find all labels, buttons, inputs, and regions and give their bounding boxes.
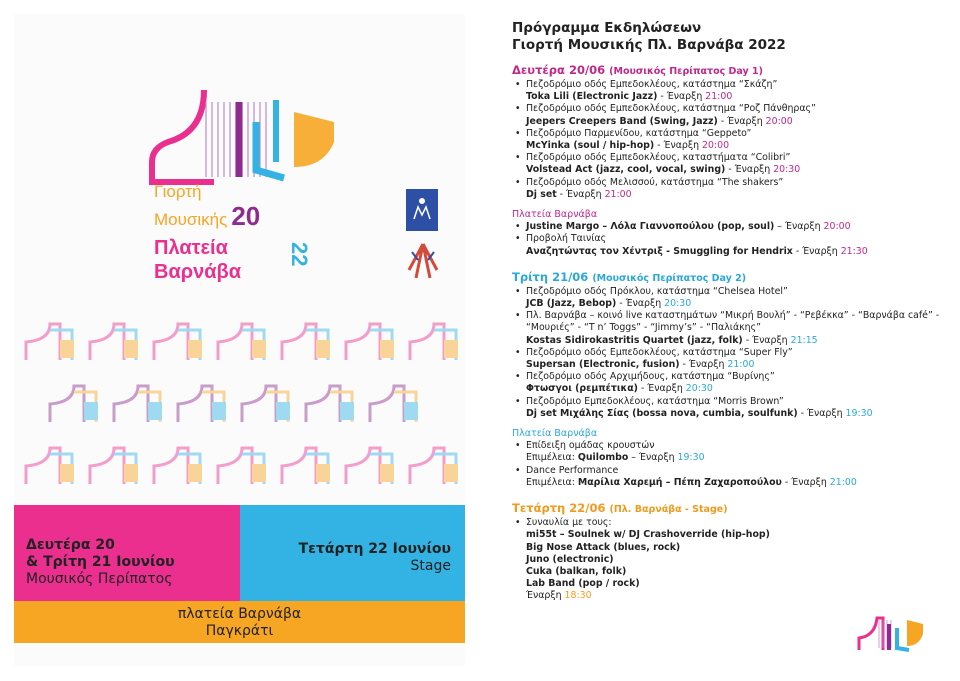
day2-square-heading: Πλατεία Βαρνάβα	[512, 428, 598, 440]
day1-sub: (Μουσικός Περίπατος Day 1)	[609, 66, 763, 77]
day3-sub: (Πλ. Βαρνάβα - Stage)	[609, 504, 728, 516]
emblem-figure-icon	[406, 189, 438, 231]
logo-line-2: Μουσικής	[154, 210, 228, 229]
day3-date: Τετάρτη 22/06	[512, 501, 606, 516]
list-item: • Πεζοδρόμιο οδός Πρόκλου, κατάστημα “Chelsea Hotel” JCB (Jazz, Bebop) - Έναρξη 20:30	[526, 286, 952, 310]
small-festival-logo	[855, 610, 925, 655]
list-item: • Πεζοδρόμιο οδός Εμπεδοκλέους, κατάστημα “Ροζ Πάνθηρας” Jeepers Creepers Band (Swing, Jazz) - Έναρξη 20:00	[526, 103, 952, 127]
logo-title	[154, 182, 354, 284]
logo-line-1: Γιορτή	[154, 182, 202, 201]
box-pink-line-3: Μουσικός Περίπατος	[26, 571, 173, 587]
day1-date: Δευτέρα 20/06	[512, 63, 606, 77]
day1-square-list	[512, 221, 952, 258]
list-item: • Πεζοδρόμιο οδός Αρχιμήδους, κατάστημα “Βυρίνης” Φτωσγοι (ρεμπέτικα) - Έναρξη 20:30	[526, 371, 952, 395]
program-title-line-1: Πρόγραμμα Εκδηλώσεων	[512, 20, 702, 36]
box-pink-line-1: Δευτέρα 20	[26, 537, 115, 553]
day2-heading	[512, 270, 952, 286]
day1-heading	[512, 63, 952, 79]
day1-square-heading: Πλατεία Βαρνάβα	[512, 209, 598, 221]
day1-list	[512, 79, 952, 201]
festival-logo	[144, 82, 344, 192]
logo-line-3: Πλατεία	[154, 237, 228, 259]
list-item: • Dance Performance Επιμέλεια: Μαρίλια Χαρεμή – Πέπη Ζαχαροπούλου - Έναρξη 21:00	[526, 465, 952, 489]
box-stage-date	[240, 505, 465, 601]
day3-heading	[512, 501, 952, 517]
event-poster	[14, 14, 465, 666]
list-item: • Πεζοδρόμιο Εμπεδοκλέους, κατάστημα “Morris Brown” Dj set Μιχάλης Σίας (bossa nova, cumbia, soulfunk) - Έναρξη 19:30	[526, 396, 952, 420]
logo-line-4: Βαρνάβα	[154, 261, 242, 283]
list-item: • Πεζοδρόμιο οδός Εμπεδοκλέους, κατάστημα “Σκάζη” Toka Lili (Electronic Jazz) - Έναρξη 21:00	[526, 79, 952, 103]
list-item: • Πεζοδρόμιο οδός Μελισσού, κατάστημα “The shakers” Dj set - Έναρξη 21:00	[526, 177, 952, 201]
pattern-row-2	[14, 382, 465, 428]
day2-list	[512, 286, 952, 420]
logo-number-22: 22	[287, 242, 312, 267]
day2-sub: (Μουσικός Περίπατος Day 2)	[592, 272, 747, 284]
box-location	[14, 601, 465, 643]
program-title-line-2: Γιορτή Μουσικής Πλ. Βαρνάβα 2022	[512, 37, 786, 53]
list-item: • Προβολή Ταινίας Αναζητώντας τον Χέντριξ - Smuggling for Hendrix - Έναρξη 21:30	[526, 233, 952, 257]
box-pink-line-2: & Τρίτη 21 Ιουνίου	[26, 554, 175, 570]
list-item: • Συναυλία με τους: mi55t – Soulnek w/ DJ Crashoverride (hip-hop) Big Nose Attack (blues, rock) Juno (electronic) Cuka (balkan, folk) Lab Band (pop / rock) Έναρξη 18:30	[526, 517, 952, 602]
list-item: • Justine Margo – Λόλα Γιαννοπούλου (pop, soul) – Έναρξη 20:00	[526, 221, 952, 233]
list-item: • Επίδειξη ομάδας κρουστών Επιμέλεια: Quilombo – Έναρξη 19:30	[526, 440, 952, 464]
pattern-row-3	[14, 444, 465, 490]
sponsor-emblem-icon	[406, 240, 440, 280]
pattern-row-1	[14, 320, 465, 366]
municipality-emblem	[406, 189, 438, 231]
list-item: • Πλ. Βαρνάβα – κοινό live καταστημάτων “Μικρή Βουλή” - “Ρεβέκκα” - “Βαρνάβα café” - “Μουριές” - “T n’ Toggs” - “Jimmy’s” - “Παλιάκης” Kostas Sidirokastritis Quartet (jazz, folk) - Έναρξη 21:15	[526, 310, 952, 347]
day3-list	[512, 517, 952, 602]
day2-date: Τρίτη 21/06	[512, 269, 589, 284]
box-orange-line-1: πλατεία Βαρνάβα	[177, 606, 302, 622]
program-panel	[512, 20, 952, 603]
list-item: • Πεζοδρόμιο οδός Εμπεδοκλέους, καταστήματα “Colibri” Volstead Act (jazz, cool, vocal, swing) - Έναρξη 20:30	[526, 152, 952, 176]
list-item: • Πεζοδρόμιο οδός Εμπεδοκλέους, κατάστημα “Super Fly” Supersan (Electronic, fusion) - Έναρξη 21:00	[526, 347, 952, 371]
list-item: • Πεζοδρόμιο Παρμενίδου, κατάστημα “Geppeto” McYinka (soul / hip-hop) - Έναρξη 20:00	[526, 128, 952, 152]
box-blue-line-2: Stage	[410, 558, 451, 574]
logo-number-20: 20	[231, 201, 261, 231]
box-dates-walk	[14, 505, 240, 601]
box-orange-line-2: Παγκράτι	[205, 623, 274, 639]
day2-square-list	[512, 440, 952, 489]
box-blue-line-1: Τετάρτη 22 Ιουνίου	[298, 541, 451, 557]
